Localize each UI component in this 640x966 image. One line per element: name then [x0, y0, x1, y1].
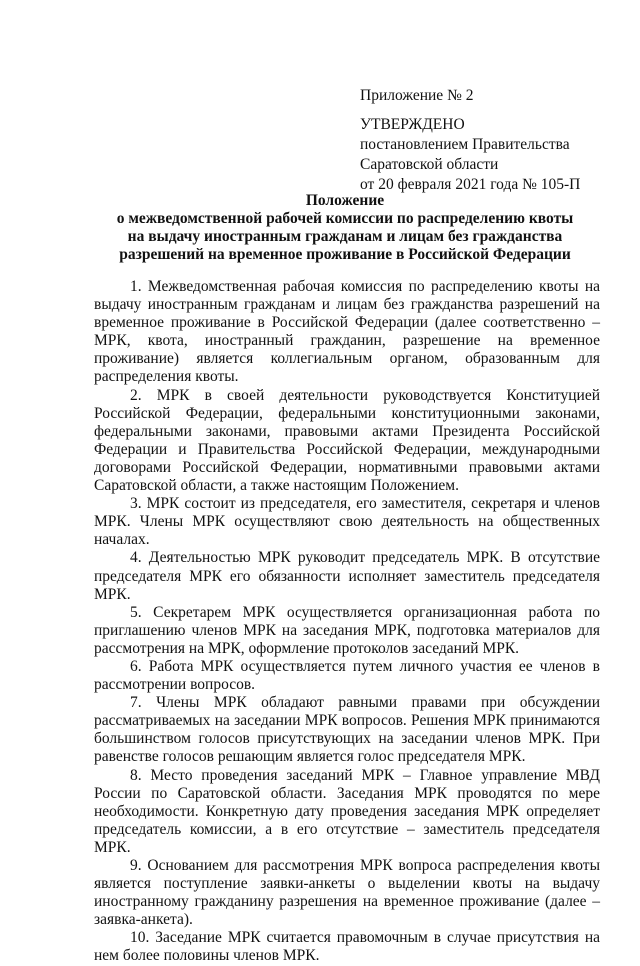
paragraph-1: 1. Межведомственная рабочая комиссия по распределению квоты на выдачу иностранным гражданам и лицам без гражданства разрешений на временное проживание в Российской Федерации (далее соответственно – МРК, квота, иностранный гражданин, разрешение на временное проживание) является коллегиальным органом, образованным для распределения квоты.: [94, 278, 600, 386]
paragraph-6: 6. Работа МРК осуществляется путем личного участия ее членов в рассмотрении вопросов.: [94, 657, 600, 694]
document-title: [90, 192, 600, 264]
paragraph-2: 2. МРК в своей деятельности руководствуется Конституцией Российской Федерации, федеральными конституционными законами, федеральными законами, правовыми актами Президента Российской Федерации и Правительства Российской Федерации, международными договорами Российской Федерации, нормативными правовыми актами Саратовской области, а также настоящим Положением.: [94, 386, 600, 495]
paragraph-5: 5. Секретарем МРК осуществляется организационная работа по приглашению членов МРК на заседания МРК, подготовка материалов для рассмотрения на МРК, оформление протоколов заседаний МРК.: [94, 603, 600, 657]
title-line-2: о межведомственной рабочей комиссии по распределению квоты: [116, 210, 574, 227]
approved-label: УТВЕРЖДЕНО: [360, 116, 465, 133]
title-line-1: Положение: [305, 192, 385, 209]
paragraph-10: 10. Заседание МРК считается правомочным в случае присутствия на нем более половины членов МРК.: [94, 929, 600, 965]
paragraph-3: 3. МРК состоит из председателя, его заместителя, секретаря и членов МРК. Члены МРК осуществляют свою деятельность на общественных началах.: [94, 495, 600, 549]
approval-line-1: постановлением Правительства: [360, 136, 570, 153]
approval-line-2: Саратовской области: [360, 156, 499, 173]
annex-number: Приложение № 2: [360, 87, 474, 104]
approval-block: [360, 86, 580, 195]
title-line-4: разрешений на временное проживание в Российской Федерации: [119, 246, 571, 263]
title-line-3: на выдачу иностранным гражданам и лицам без гражданства: [127, 228, 563, 245]
paragraph-9: 9. Основанием для рассмотрения МРК вопроса распределения квоты является поступление заявки-анкеты о выделении квоты на выдачу иностранному гражданину разрешения на временное проживание (далее – заявка-анкета).: [94, 857, 600, 929]
paragraph-7: 7. Члены МРК обладают равными правами при обсуждении рассматриваемых на заседании МРК вопросов. Решения МРК принимаются большинством голосов присутствующих на заседании членов МРК. При равенстве голосов решающим является голос председателя МРК.: [94, 694, 600, 766]
paragraph-4: 4. Деятельностью МРК руководит председатель МРК. В отсутствие председателя МРК его обязанности исполняет заместитель председателя МРК.: [94, 549, 600, 603]
approval-line-3: от 20 февраля 2021 года № 105-П: [360, 176, 581, 193]
document-body: [94, 278, 600, 966]
paragraph-8: 8. Место проведения заседаний МРК – Главное управление МВД России по Саратовской области. Заседания МРК проводятся по мере необходимости. Конкретную дату проведения заседания МРК определяет председатель комиссии, а в его отсутствие – заместитель председателя МРК.: [94, 766, 600, 856]
